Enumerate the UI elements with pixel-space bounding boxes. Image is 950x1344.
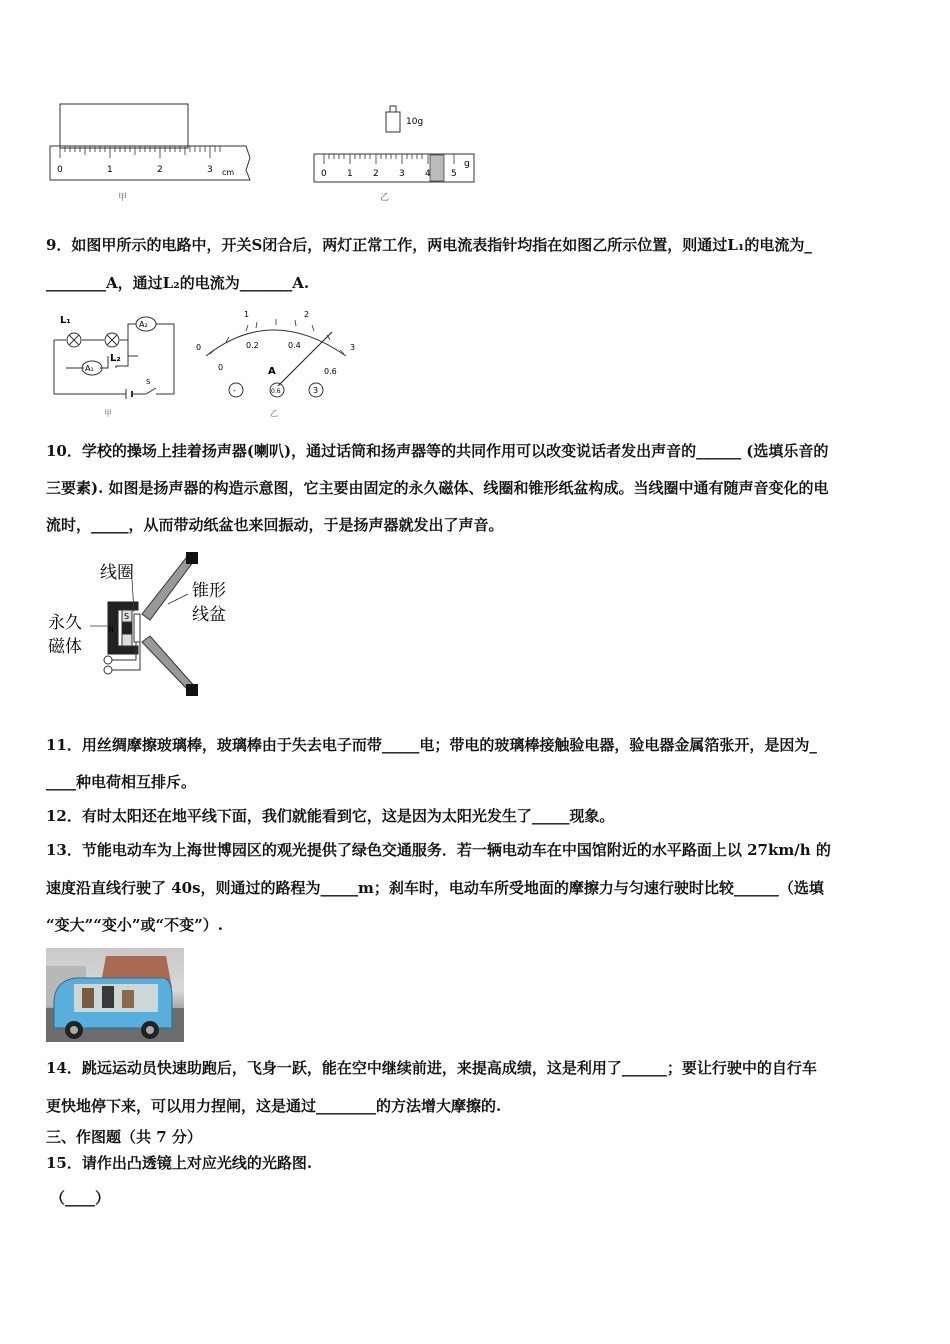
scale-tick-2: 2 bbox=[373, 169, 379, 179]
ruler-tick-0: 0 bbox=[57, 165, 63, 175]
balance-scale-diagram bbox=[310, 98, 480, 208]
question-13-line-2: 速度沿直线行驶了 40s，则通过的路程为_____m；刹车时，电动车所受地面的摩擦力与匀速行驶时比较______（选填 bbox=[46, 879, 824, 897]
pole-n-label: N bbox=[108, 625, 114, 634]
dial-caption: 乙 bbox=[270, 409, 278, 418]
question-13-line-1: 13．节能电动车为上海世博园区的观光提供了绿色交通服务．若一辆电动车在中国馆附近的水平路面上以 27km/h 的 bbox=[46, 841, 831, 859]
dial-top-2: 2 bbox=[304, 310, 310, 319]
pole-s-label: S bbox=[124, 612, 130, 621]
ruler-diagram bbox=[46, 98, 256, 208]
ruler-tick-2: 2 bbox=[157, 165, 163, 175]
electric-car-photo bbox=[46, 948, 184, 1042]
dial-bottom-0.4: 0.4 bbox=[288, 341, 301, 350]
dial-top-1: 1 bbox=[244, 310, 250, 319]
magnet-label-1: 永久 bbox=[48, 613, 82, 633]
ruler-caption: 甲 bbox=[118, 193, 128, 203]
question-11-line-2: ____种电荷相互排斥。 bbox=[46, 773, 197, 791]
question-14-line-2: 更快地停下来，可以用力捏闸，这是通过________的方法增大摩擦的. bbox=[46, 1097, 502, 1115]
electric-car-illustration bbox=[46, 948, 184, 1042]
question-11-line-1: 11．用丝绸摩擦玻璃棒，玻璃棒由于失去电子而带_____电；带电的玻璃棒接触验电器，验电器金属箔张开，是因为_ bbox=[46, 736, 817, 754]
speaker-diagram bbox=[46, 548, 256, 703]
scale-tick-5: 5 bbox=[451, 169, 457, 179]
ruler-unit: cm bbox=[222, 168, 235, 177]
question-13-line-3: “变大”“变小”或“不变”）. bbox=[46, 916, 223, 934]
question-15-answer-blank[interactable]: （____） bbox=[50, 1189, 111, 1207]
ammeter-a1-label: A₁ bbox=[85, 364, 94, 373]
terminal-minus-label: - bbox=[233, 386, 236, 395]
scale-unit: g bbox=[464, 159, 470, 169]
coil bbox=[134, 614, 140, 642]
switch-s bbox=[146, 388, 156, 394]
question-10-line-3: 流时，_____，从而带动纸盆也来回振动，于是扬声器就发出了声音。 bbox=[46, 516, 504, 534]
question-15-line-1: 15．请作出凸透镜上对应光线的光路图. bbox=[46, 1154, 313, 1172]
section-3-title: 三、作图题（共 7 分） bbox=[46, 1128, 202, 1146]
question-10-line-2: 三要素). 如图是扬声器的构造示意图，它主要由固定的永久磁体、线圈和锥形纸盆构成。当线圈中通有随声音变化的电 bbox=[46, 479, 829, 497]
ruler-tick-1: 1 bbox=[107, 165, 113, 175]
ruler-figure bbox=[46, 98, 256, 208]
dial-needle bbox=[278, 332, 332, 386]
circuit-diagram bbox=[46, 306, 366, 422]
weight-block bbox=[386, 112, 400, 132]
switch-s-label: S bbox=[146, 378, 151, 386]
rider-slider bbox=[430, 155, 444, 181]
terminal-minus bbox=[229, 383, 243, 397]
scale-tick-3: 3 bbox=[399, 169, 405, 179]
cone-label-2: 线盆 bbox=[192, 605, 226, 625]
cone-upper bbox=[142, 558, 196, 620]
question-9-line-1: 9．如图甲所示的电路中，开关S闭合后，两灯正常工作，两电流表指针均指在如图乙所示位置，则通过L₁的电流为_ bbox=[46, 236, 812, 254]
scale-tick-4: 4 bbox=[425, 169, 431, 179]
lamp-l2-label: L₂ bbox=[110, 353, 121, 364]
dial-bottom-0.2: 0.2 bbox=[246, 341, 259, 350]
terminal-3-label: 3 bbox=[313, 386, 319, 395]
cone-edge-bottom bbox=[186, 684, 198, 696]
cone-lower bbox=[142, 636, 196, 688]
ammeter-a2-label: A₂ bbox=[139, 320, 148, 329]
cone-edge-top bbox=[186, 552, 198, 564]
ammeter-dial bbox=[196, 310, 355, 418]
dial-bottom-0.6: 0.6 bbox=[324, 367, 337, 376]
cone-label-1: 锥形 bbox=[192, 581, 226, 601]
question-12-line-1: 12．有时太阳还在地平线下面，我们就能看到它，这是因为太阳光发生了_____现象。 bbox=[46, 807, 615, 825]
question-10-line-1: 10．学校的操场上挂着扬声器(喇叭)，通过话筒和扬声器等的共同作用可以改变说话者发出声音的______ (选填乐音的 bbox=[46, 442, 829, 460]
balance-scale-figure bbox=[310, 98, 480, 208]
dial-top-3: 3 bbox=[350, 343, 356, 352]
scale-tick-1: 1 bbox=[347, 169, 353, 179]
question-14-line-1: 14．跳远运动员快速助跑后，飞身一跃，能在空中继续前进，来提高成绩，这是利用了______；要让行驶中的自行车 bbox=[46, 1059, 817, 1077]
circuit-figure bbox=[46, 306, 366, 422]
scale-caption: 乙 bbox=[380, 193, 390, 203]
lamp-l1-label: L₁ bbox=[60, 315, 71, 326]
weight-label: 10g bbox=[406, 117, 424, 127]
dial-bottom-zero: 0 bbox=[218, 363, 224, 372]
question-9-line-2: ________A，通过L₂的电流为_______A. bbox=[46, 274, 310, 292]
coil-label: 线圈 bbox=[100, 563, 134, 583]
dial-top-0: 0 bbox=[196, 343, 202, 352]
speaker-figure bbox=[46, 548, 256, 703]
terminal-0.6-label: 0.6 bbox=[271, 388, 281, 395]
dial-unit: A bbox=[268, 366, 276, 377]
scale-tick-0: 0 bbox=[321, 169, 327, 179]
magnet-label-2: 磁体 bbox=[48, 637, 82, 657]
circuit-caption: 甲 bbox=[104, 409, 112, 418]
ruler-tick-3: 3 bbox=[207, 165, 213, 175]
